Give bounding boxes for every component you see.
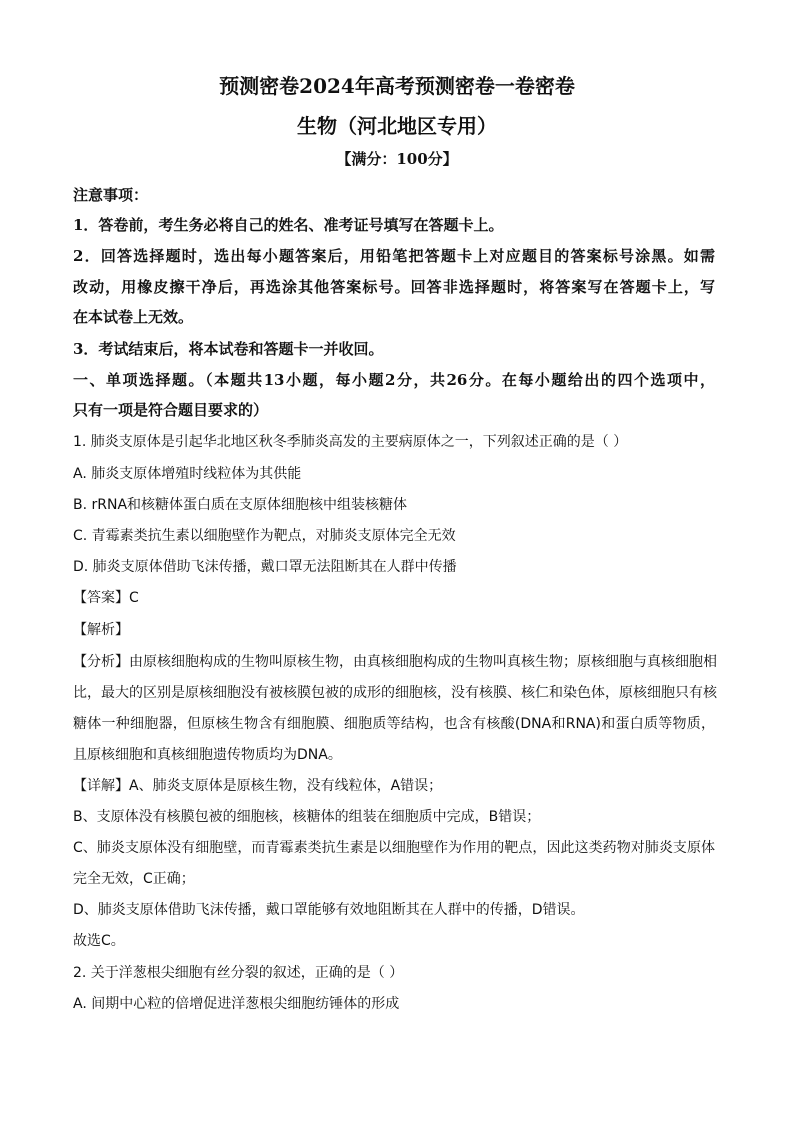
q1-option-a: A. 肺炎支原体增殖时线粒体为其供能 [73, 466, 302, 482]
q2-option-a: A. 间期中心粒的倍增促进洋葱根尖细胞纺锤体的形成 [73, 996, 400, 1012]
q1-option-c: C. 青霉素类抗生素以细胞壁作为靶点，对肺炎支原体完全无效 [73, 528, 456, 544]
q1-answer: 【答案】C [73, 590, 139, 606]
q1-detail-d: D、肺炎支原体借助飞沫传播，戴口罩能够有效地阻断其在人群中的传播，D错误。 [73, 902, 585, 918]
q1-option-b: B. rRNA和核糖体蛋白质在支原体细胞核中组装核糖体 [73, 497, 408, 513]
q1-analysis-label: 【解析】 [73, 622, 129, 638]
notice-heading: 注意事项： [73, 186, 149, 204]
q1-fenxi-line-4: 且原核细胞和真核细胞遗传物质均为DNA。 [73, 747, 342, 763]
q1-conclusion: 故选C。 [73, 933, 125, 949]
notice-item-1: 1．答卷前，考生务必将自己的姓名、准考证号填写在答题卡上。 [73, 216, 504, 234]
q1-detail-c-line-2: 完全无效，C正确； [73, 871, 195, 887]
notice-item-3: 3．考试结束后，将本试卷和答题卡一并收回。 [73, 340, 384, 358]
exam-title: 预测密卷2024年高考预测密卷一卷密卷 [219, 74, 575, 98]
section-title-line-1: 一、单项选择题。（本题共13小题，每小题2分，共26分。在每小题给出的四个选项中， [73, 371, 715, 389]
full-score: 【满分：100分】 [336, 150, 458, 168]
q1-fenxi-line-1: 【分析】由原核细胞构成的生物叫原核生物，由真核细胞构成的生物叫真核生物；原核细胞与真核细胞相 [73, 654, 717, 670]
notice-item-2-line-1: 2．回答选择题时，选出每小题答案后，用铅笔把答题卡上对应题目的答案标号涂黑。如需 [73, 247, 715, 265]
section-title-line-2: 只有一项是符合题目要求的） [73, 401, 269, 419]
q1-fenxi-line-2: 比，最大的区别是原核细胞没有被核膜包被的成形的细胞核，没有核膜、核仁和染色体，原核细胞只有核 [73, 685, 717, 701]
q1-detail-a: 【详解】A、肺炎支原体是原核生物，没有线粒体，A错误； [73, 778, 443, 794]
notice-item-2-line-3: 在本试卷上无效。 [73, 308, 194, 326]
q1-stem: 1. 肺炎支原体是引起华北地区秋冬季肺炎高发的主要病原体之一，下列叙述正确的是（ ） [73, 434, 628, 450]
q2-stem: 2. 关于洋葱根尖细胞有丝分裂的叙述，正确的是（ ） [73, 965, 404, 981]
notice-item-2-line-2: 改动，用橡皮擦干净后，再选涂其他答案标号。回答非选择题时，将答案写在答题卡上，写 [73, 278, 715, 296]
q1-fenxi-line-3: 糖体一种细胞器，但原核生物含有细胞膜、细胞质等结构，也含有核酸(DNA和RNA)和蛋白质等物质， [73, 716, 715, 732]
q1-detail-b: B、支原体没有核膜包被的细胞核，核糖体的组装在细胞质中完成，B错误； [73, 809, 541, 825]
q1-option-d: D. 肺炎支原体借助飞沫传播，戴口罩无法阻断其在人群中传播 [73, 559, 457, 575]
q1-detail-c-line-1: C、肺炎支原体没有细胞壁，而青霉素类抗生素是以细胞壁作为作用的靶点，因此这类药物对肺炎支原体 [73, 840, 715, 856]
exam-subtitle: 生物（河北地区专用） [297, 114, 497, 138]
